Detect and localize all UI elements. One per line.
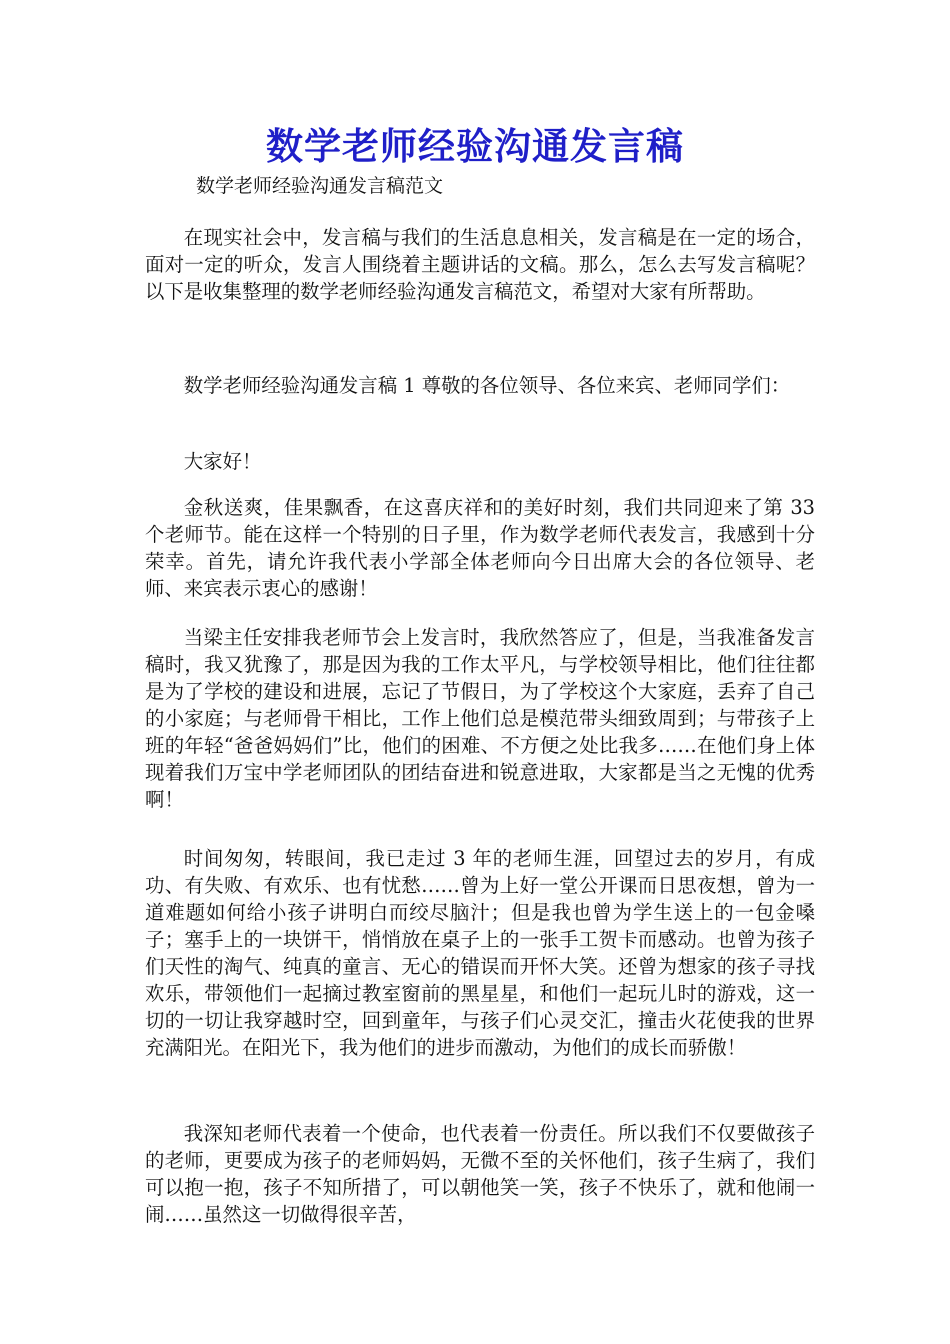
paragraph-salutation: 数学老师经验沟通发言稿 1 尊敬的各位领导、各位来宾、老师同学们： xyxy=(183,374,791,397)
document-subtitle: 数学老师经验沟通发言稿范文 xyxy=(196,175,444,197)
paragraph-memories: 时间匆匆，转眼间，我已走过 3 年的老师生涯，回望过去的岁月，有成功、有失败、有欢乐、也有忧愁……曾为上好一堂公开课而日思夜想，曾为一道难题如何给小孩子讲明白而绞尽脑汁；但是我也曾为学生送上的一包金嗓子；塞手上的一块饼干，悄悄放在桌子上的一张手工贺卡而感动。也曾为孩子们天性的淘气、纯真的童言、无心的错误而开怀大笑。还曾为想家的孩子寻找欢乐，带领他们一起摘过教室窗前的黑星星，和他们一起玩儿时的游戏，这一切的一切让我穿越时空，回到童年，与孩子们心灵交汇，撞击火花使我的世界充满阳光。在阳光下，我为他们的进步而激动，为他们的成长而骄傲！ xyxy=(145,847,815,1059)
paragraph-opening: 金秋送爽，佳果飘香，在这喜庆祥和的美好时刻，我们共同迎来了第 33 个老师节。能在这样一个特别的日子里，作为数学老师代表发言，我感到十分荣幸。首先，请允许我代表小学部全体老师向今日出席大会的各位领导、老师、来宾表示衷心的感谢！ xyxy=(145,496,815,600)
paragraph-intro: 在现实社会中，发言稿与我们的生活息息相关，发言稿是在一定的场合，面对一定的听众，发言人围绕着主题讲话的文稿。那么，怎么去写发言稿呢？以下是收集整理的数学老师经验沟通发言稿范文，希望对大家有所帮助。 xyxy=(145,226,815,303)
paragraph-responsibility: 我深知老师代表着一个使命，也代表着一份责任。所以我们不仅要做孩子的老师，更要成为孩子的老师妈妈，无微不至的关怀他们，孩子生病了，我们可以抱一抱，孩子不知所措了，可以朝他笑一笑，孩子不快乐了，就和他闹一闹……虽然这一切做得很辛苦， xyxy=(145,1122,815,1226)
paragraph-hesitation: 当梁主任安排我老师节会上发言时，我欣然答应了，但是，当我准备发言稿时，我又犹豫了，那是因为我的工作太平凡，与学校领导相比，他们往往都是为了学校的建设和进展，忘记了节假日，为了学校这个大家庭，丢弃了自己的小家庭；与老师骨干相比，工作上他们总是模范带头细致周到；与带孩子上班的年轻“爸爸妈妈们”比，他们的困难、不方便之处比我多……在他们身上体现着我们万宝中学老师团队的团结奋进和锐意进取，大家都是当之无愧的优秀啊！ xyxy=(145,626,815,811)
document-title: 数学老师经验沟通发言稿 xyxy=(266,124,684,168)
paragraph-greeting: 大家好！ xyxy=(183,450,262,473)
